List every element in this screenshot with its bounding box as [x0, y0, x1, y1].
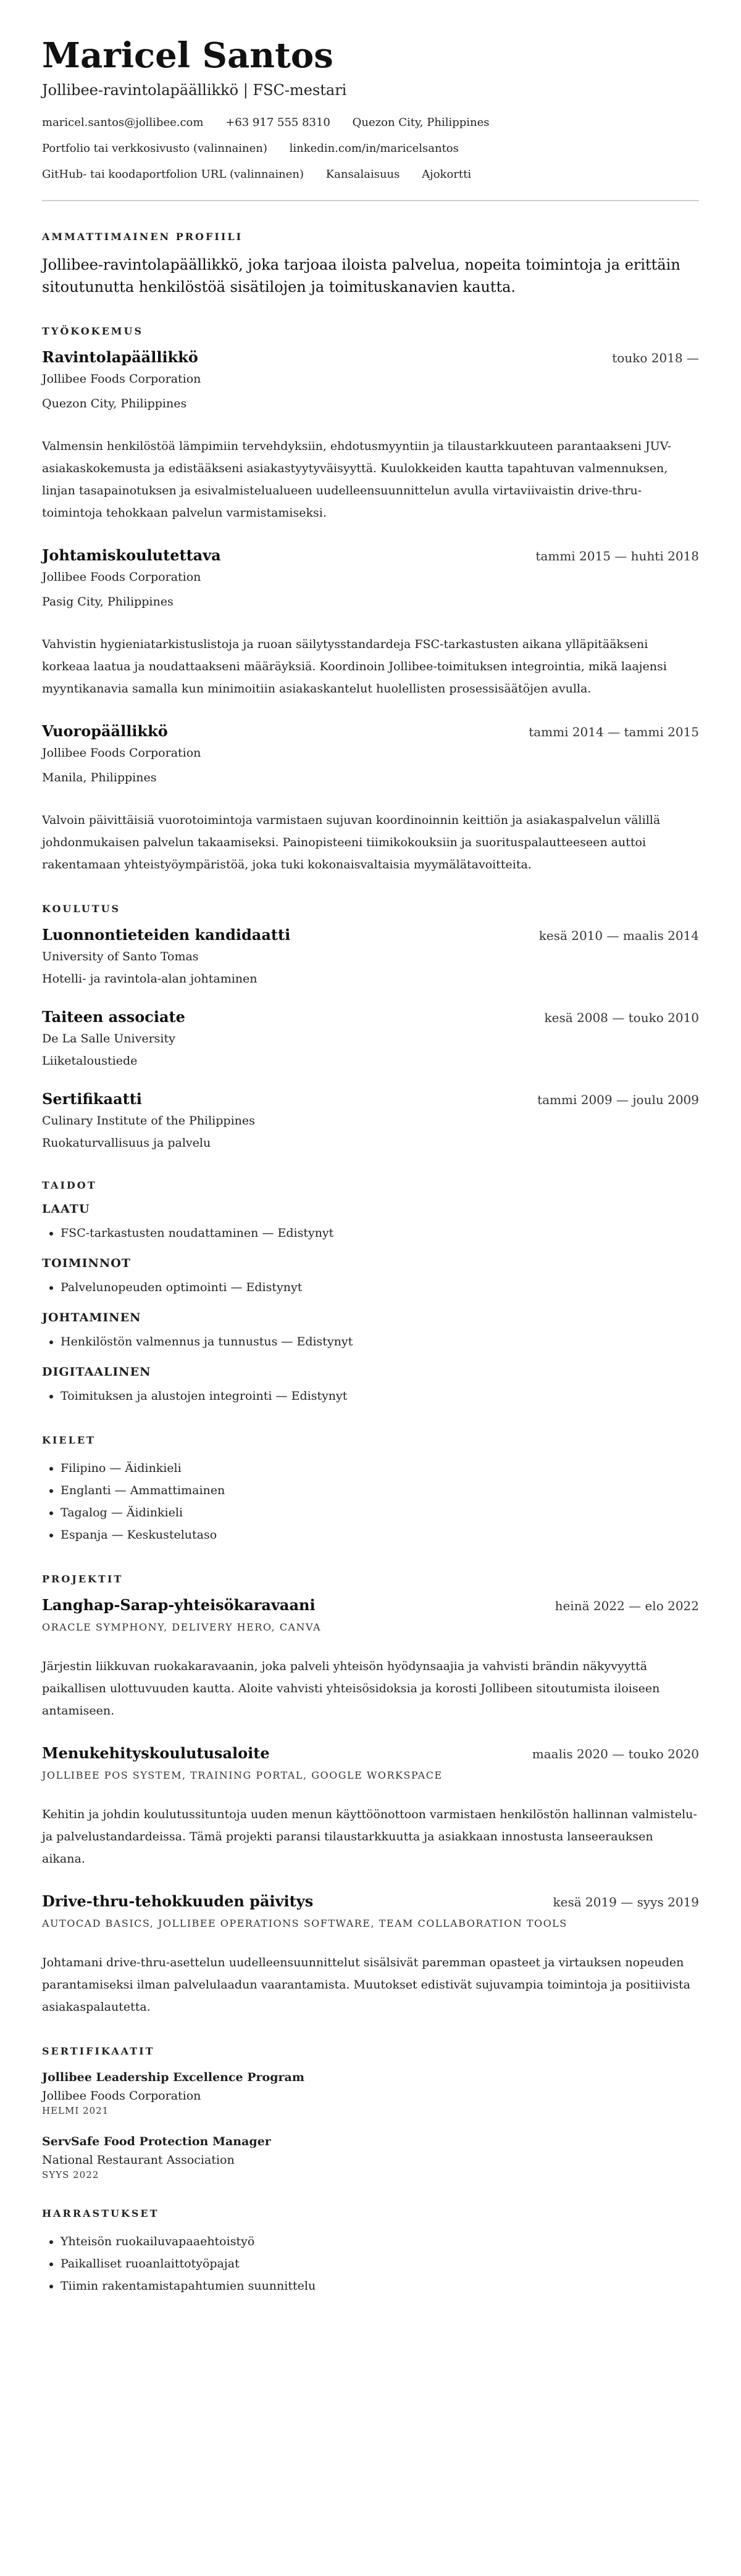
job-dates: touko 2018 — [612, 350, 699, 365]
skill-category: JOHTAMINEN [42, 1310, 141, 1324]
projects-section [42, 1573, 699, 2018]
degree-dates: kesä 2008 — touko 2010 [544, 1010, 699, 1025]
skill-item: • Henkilöstön valmennus ja tunnustus — Edistynyt [61, 1331, 699, 1353]
project-dates: heinä 2022 — elo 2022 [555, 1598, 699, 1613]
section-title-experience: TYÖKOKEMUS [42, 325, 143, 337]
contact-location: Quezon City, Philippines [352, 115, 490, 129]
certificate-name: ServSafe Food Protection Manager [42, 2134, 271, 2148]
skill-list [42, 1331, 699, 1353]
language-item: • Englanti — Ammattimainen [61, 1479, 699, 1502]
candidate-headline: Jollibee-ravintolapäällikkö | FSC-mestari [42, 81, 347, 99]
languages-section [42, 1434, 699, 1546]
hobby-list [42, 2230, 699, 2297]
certificate-name: Jollibee Leadership Excellence Program [42, 2070, 304, 2084]
language-item: • Filipino — Äidinkieli [61, 1457, 699, 1479]
section-title-education: KOULUTUS [42, 902, 121, 915]
section-title-languages: KIELET [42, 1434, 96, 1446]
school-name: Culinary Institute of the Philippines [42, 1113, 255, 1128]
education-entry [42, 926, 699, 988]
job-company: Jollibee Foods Corporation [42, 372, 201, 386]
skill-list [42, 1276, 699, 1298]
section-title-hobbies: HARRASTUKSET [42, 2207, 159, 2219]
header-divider [42, 200, 699, 201]
skill-list [42, 1385, 699, 1407]
project-name: Drive-thru-tehokkuuden päivitys [42, 1892, 314, 1910]
language-list [42, 1457, 699, 1546]
certificate-entry [42, 2132, 699, 2180]
hobby-item: • Paikalliset ruoanlaittotyöpajat [61, 2253, 699, 2275]
hobbies-section [42, 2208, 699, 2297]
experience-section [42, 325, 699, 876]
job-company: Jollibee Foods Corporation [42, 570, 201, 584]
skill-item: • Palvelunopeuden optimointi — Edistynyt [61, 1276, 699, 1298]
certificates-section [42, 2045, 699, 2180]
job-title: Ravintolapäällikkö [42, 347, 198, 366]
job-location: Quezon City, Philippines [42, 396, 187, 410]
project-description: Järjestin liikkuvan ruokakaravaanin, joka palveli yhteisön hyödynsaajia ja vahvisti brändin näkyvyyttä paikallisen ulottuvuuden kautta. Aloite vahvisti yhteisösidoksia ja korosti Jollibeen sitoutumista iloiseen antamiseen. [42, 1659, 660, 1718]
job-title: Johtamiskoulutettava [42, 546, 221, 564]
contact-row-2 [42, 141, 699, 157]
candidate-name: Maricel Santos [42, 35, 333, 76]
contact-driving-license: Ajokortti [422, 167, 472, 181]
contact-row-1 [42, 115, 699, 131]
job-dates: tammi 2015 — huhti 2018 [535, 548, 699, 563]
section-title-skills: TAIDOT [42, 1179, 97, 1191]
certificate-date: SYYS 2022 [42, 2169, 99, 2180]
contact-row-3 [42, 167, 699, 183]
degree-title: Luonnontieteiden kandidaatti [42, 925, 291, 944]
job-company: Jollibee Foods Corporation [42, 746, 201, 760]
certificate-entry [42, 2068, 699, 2116]
contact-email[interactable]: maricel.santos@jollibee.com [42, 115, 204, 129]
study-field: Ruokaturvallisuus ja palvelu [42, 1136, 211, 1150]
contact-nationality: Kansalaisuus [325, 167, 400, 181]
skill-item: • Toimituksen ja alustojen integrointi — Edistynyt [61, 1385, 699, 1407]
degree-dates: tammi 2009 — joulu 2009 [537, 1092, 699, 1107]
section-title-certificates: SERTIFIKAATIT [42, 2045, 155, 2057]
certificate-date: HELMI 2021 [42, 2104, 109, 2116]
project-tags: ORACLE SYMPHONY, DELIVERY HERO, CANVA [42, 1621, 322, 1633]
skill-list [42, 1222, 699, 1244]
school-name: De La Salle University [42, 1031, 175, 1045]
project-entry [42, 1596, 699, 1722]
project-name: Menukehityskoulutusaloite [42, 1743, 270, 1762]
degree-title: Taiteen associate [42, 1007, 185, 1026]
project-entry [42, 1744, 699, 1870]
degree-title: Sertifikaatti [42, 1089, 142, 1108]
contact-portfolio[interactable]: Portfolio tai verkkosivusto (valinnainen) [42, 141, 267, 155]
project-description: Johtamani drive-thru-asettelun uudelleensuunnittelut sisälsivät paremman opasteet ja virtauksen nopeuden parantamiseksi ilman palvelulaadun vaarantamista. Muutokset edistivät sujuvampia toimintoja ja positiivista asiakaspalautetta. [42, 1955, 690, 2014]
skill-category: TOIMINNOT [42, 1256, 131, 1270]
education-entry [42, 1008, 699, 1070]
skill-item: • FSC-tarkastusten noudattaminen — Edistynyt [61, 1222, 699, 1244]
contact-phone[interactable]: +63 917 555 8310 [225, 115, 330, 129]
job-location: Pasig City, Philippines [42, 594, 174, 609]
section-title-projects: PROJEKTIT [42, 1573, 124, 1585]
certificate-issuer: Jollibee Foods Corporation [42, 2088, 201, 2103]
project-name: Langhap-Sarap-yhteisökaravaani [42, 1595, 316, 1614]
education-section [42, 903, 699, 1152]
language-item: • Tagalog — Äidinkieli [61, 1502, 699, 1524]
project-dates: kesä 2019 — syys 2019 [553, 1894, 699, 1909]
education-entry [42, 1090, 699, 1152]
language-item: • Espanja — Keskustelutaso [61, 1524, 699, 1546]
skill-category: LAATU [42, 1202, 90, 1216]
hobby-item: • Tiimin rakentamistapahtumien suunnittelu [61, 2275, 699, 2297]
job-location: Manila, Philippines [42, 770, 157, 784]
project-entry [42, 1892, 699, 2018]
project-tags: AUTOCAD BASICS, JOLLIBEE OPERATIONS SOFTWARE, TEAM COLLABORATION TOOLS [42, 1917, 567, 1929]
skills-section [42, 1179, 699, 1407]
experience-entry [42, 348, 699, 524]
hobby-item: • Yhteisön ruokailuvapaaehtoistyö [61, 2230, 699, 2253]
project-dates: maalis 2020 — touko 2020 [532, 1746, 699, 1761]
section-title-profile: AMMATTIMAINEN PROFIILI [42, 230, 243, 243]
resume-header [42, 37, 699, 183]
study-field: Liiketaloustiede [42, 1053, 138, 1068]
job-description: Valvoin päivittäisiä vuorotoimintoja varmistaen sujuvan koordinoinnin keittiön ja asiakaspalvelun välillä johdonmukaisen palvelun takaamiseksi. Painopisteeni tiimikokouksiin ja suorituspalautteeseen auttoi rakentamaan yhteistyöympäristöä, joka tuki kokonaisvaltaisia myymälätavoitteita. [42, 813, 661, 871]
contact-linkedin[interactable]: linkedin.com/in/maricelsantos [289, 141, 459, 155]
job-dates: tammi 2014 — tammi 2015 [529, 724, 699, 739]
degree-dates: kesä 2010 — maalis 2014 [538, 928, 699, 943]
certificate-issuer: National Restaurant Association [42, 2153, 235, 2167]
job-description: Vahvistin hygieniatarkistuslistoja ja ruoan säilytysstandardeja FSC-tarkastusten aikana ylläpitääkseni korkeaa laatua ja noudattaakseni määräyksiä. Koordinoin Jollibee-toimituksen integrointia, mikä laajensi myyntikanavia samalla kun minimoitiin asiakaskantelut huolellisten prosessisäätöjen avulla. [42, 637, 667, 696]
study-field: Hotelli- ja ravintola-alan johtaminen [42, 971, 257, 986]
experience-entry [42, 722, 699, 876]
skill-category: DIGITAALINEN [42, 1365, 151, 1379]
profile-section [42, 231, 699, 298]
project-tags: JOLLIBEE POS SYSTEM, TRAINING PORTAL, GOOGLE WORKSPACE [42, 1769, 443, 1781]
school-name: University of Santo Tomas [42, 949, 199, 963]
profile-text: Jollibee-ravintolapäällikkö, joka tarjoaa iloista palvelua, nopeita toimintoja ja erittäin sitoutunutta henkilöstöä sisätilojen ja toimituskanavien kautta. [42, 256, 680, 296]
experience-entry [42, 546, 699, 700]
job-title: Vuoropäällikkö [42, 721, 168, 740]
project-description: Kehitin ja johdin koulutussituntoja uuden menun käyttöönottoon varmistaen henkilöstön hallinnan valmistelu- ja palvelustandardeissa. Tämä projekti paransi tilaustarkkuutta ja asiakkaan innostusta lanseerauksen aikana. [42, 1807, 697, 1866]
job-description: Valmensin henkilöstöä lämpimiin tervehdyksiin, ehdotusmyyntiin ja tilaustarkkuuteen parantaakseni JUV-asiakaskokemusta ja edistääkseni asiakastyytyväisyyttä. Kuulokkeiden kautta tapahtuvan valmennuksen, linjan tasapainotuksen ja esivalmistelualueen uudelleensuunnittelun avulla virtaviivaistin drive-thru-toimintoja tehokkaan palvelun varmistamiseksi. [42, 439, 672, 520]
contact-github[interactable]: GitHub- tai koodaportfolion URL (valinnainen) [42, 167, 304, 181]
